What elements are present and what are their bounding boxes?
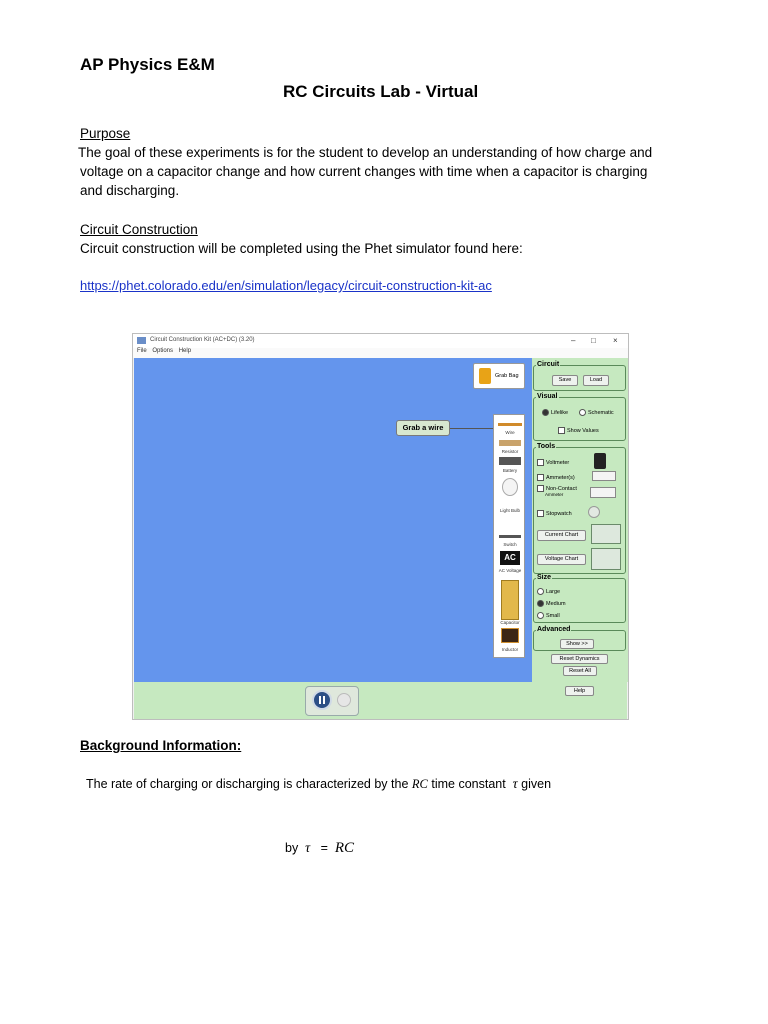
show-advanced-button[interactable]: Show >>: [560, 639, 594, 649]
tools-panel-title: Tools: [537, 443, 556, 450]
tooltip-pointer: [450, 428, 494, 429]
stopwatch-checkbox[interactable]: [537, 510, 544, 517]
size-panel-title: Size: [537, 574, 552, 581]
bottom-control-bar: [134, 682, 627, 719]
bag-icon: [479, 368, 491, 384]
lifelike-option[interactable]: [542, 409, 568, 416]
size-large-radio[interactable]: [537, 588, 544, 595]
minimize-icon[interactable]: –: [571, 336, 576, 345]
playback-controls: [305, 686, 359, 716]
size-large-option[interactable]: [537, 588, 560, 595]
construction-heading: Circuit Construction: [80, 222, 198, 237]
grab-wire-tooltip: Grab a wire: [396, 420, 450, 436]
window-titlebar: [133, 334, 628, 348]
noncontact-ammeter-icon: [590, 487, 616, 498]
toolbox-label-capacitor: Capacitor: [500, 620, 520, 625]
advanced-panel-title: Advanced: [537, 626, 571, 633]
size-small-option[interactable]: [537, 612, 560, 619]
light-bulb-icon[interactable]: [502, 478, 518, 496]
formula-tau: τ: [305, 841, 311, 856]
page-title: RC Circuits Lab - Virtual: [283, 82, 479, 101]
app-icon: [137, 337, 146, 344]
stopwatch-icon: [588, 506, 600, 518]
switch-icon[interactable]: [499, 523, 521, 538]
toolbox-label-switch: Switch: [503, 542, 517, 547]
formula-rc: RC: [334, 840, 355, 856]
voltmeter-option[interactable]: [537, 459, 569, 466]
size-medium-option[interactable]: [537, 600, 566, 607]
stopwatch-label: Stopwatch: [546, 510, 572, 517]
phet-link[interactable]: https://phet.colorado.edu/en/simulation/legacy/circuit-construction-kit-ac: [80, 278, 492, 293]
purpose-line-2: voltage on a capacitor change and how current changes with time when a capacitor is charging: [80, 164, 648, 179]
size-medium-radio[interactable]: [537, 600, 544, 607]
voltage-chart-button[interactable]: Voltage Chart: [537, 554, 586, 565]
size-small-radio[interactable]: [537, 612, 544, 619]
current-chart-icon: [591, 524, 621, 544]
show-values-label: Show Values: [567, 427, 599, 434]
construction-text: Circuit construction will be completed using the Phet simulator found here:: [80, 241, 523, 256]
circuit-canvas[interactable]: [134, 358, 532, 682]
menu-bar: [133, 348, 628, 358]
battery-icon[interactable]: [499, 457, 521, 465]
purpose-line-3: and discharging.: [80, 183, 180, 198]
stopwatch-option[interactable]: [537, 510, 572, 517]
wire-icon[interactable]: [498, 423, 522, 426]
menu-file[interactable]: File: [137, 348, 147, 354]
toolbox-label-inductor: Inductor: [501, 647, 519, 652]
reset-all-button[interactable]: Reset All: [563, 666, 597, 676]
grab-bag-label: Grab Bag: [495, 373, 519, 379]
toolbox-label-wire: Wire: [505, 430, 515, 435]
toolbox-label-battery: Battery: [502, 468, 518, 473]
toolbox-label-ac-voltage: AC Voltage: [498, 568, 522, 573]
ammeter-label: Ammeter(s): [546, 474, 575, 481]
voltmeter-icon: [594, 453, 606, 469]
sentence-after: given: [521, 777, 552, 791]
menu-help[interactable]: Help: [178, 348, 192, 354]
maximize-icon[interactable]: □: [591, 336, 596, 345]
noncontact-label: Non-Contact: [546, 485, 577, 492]
window-title: Circuit Construction Kit (AC+DC) (3.20): [150, 337, 255, 343]
background-sentence: [86, 775, 551, 794]
pause-icon: [319, 696, 321, 704]
step-button[interactable]: [337, 693, 351, 707]
formula-by: by: [285, 841, 299, 855]
size-panel: [533, 574, 626, 623]
close-icon[interactable]: ×: [613, 336, 618, 345]
circuit-panel: [533, 361, 626, 391]
show-values-option[interactable]: [558, 427, 599, 434]
sentence-mid: time constant: [431, 777, 506, 791]
size-medium-label: Medium: [546, 600, 566, 607]
capacitor-icon[interactable]: [501, 580, 519, 620]
show-values-checkbox[interactable]: [558, 427, 565, 434]
rc-inline: RC: [411, 777, 428, 791]
ammeter-option[interactable]: [537, 474, 575, 481]
lifelike-radio[interactable]: [542, 409, 549, 416]
lifelike-label: Lifelike: [551, 409, 569, 416]
voltmeter-label: Voltmeter: [546, 459, 570, 466]
resistor-icon[interactable]: [499, 440, 521, 446]
course-title: AP Physics E&M: [80, 55, 215, 74]
size-small-label: Small: [546, 612, 560, 619]
ac-voltage-icon[interactable]: AC: [500, 551, 520, 565]
menu-options[interactable]: Options: [152, 348, 174, 354]
inductor-icon[interactable]: [501, 628, 519, 643]
noncontact-option[interactable]: [537, 485, 577, 492]
advanced-panel: [533, 626, 626, 651]
schematic-radio[interactable]: [579, 409, 586, 416]
size-large-label: Large: [546, 588, 561, 595]
sentence-before: The rate of charging or discharging is characterized by the: [86, 777, 409, 791]
visual-panel-title: Visual: [537, 393, 558, 400]
grab-bag-button[interactable]: [473, 363, 525, 389]
noncontact-label-2: Ammeter: [545, 492, 564, 497]
component-toolbox: [493, 414, 525, 658]
purpose-heading: Purpose: [80, 126, 131, 141]
schematic-label: Schematic: [588, 409, 614, 416]
current-chart-button[interactable]: Current Chart: [537, 530, 586, 541]
schematic-option[interactable]: [579, 409, 614, 416]
visual-panel: [533, 393, 626, 441]
voltage-chart-icon: [591, 548, 621, 570]
tau-symbol: τ: [512, 777, 518, 792]
pause-button[interactable]: [312, 690, 332, 710]
tools-panel: [533, 443, 626, 574]
voltmeter-checkbox[interactable]: [537, 459, 544, 466]
circuit-panel-title: Circuit: [537, 361, 560, 368]
toolbox-label-light-bulb: Light Bulb: [499, 508, 520, 513]
reset-dynamics-button[interactable]: Reset Dynamics: [551, 654, 608, 664]
formula-line: [285, 839, 354, 858]
noncontact-checkbox[interactable]: [537, 485, 544, 492]
load-button[interactable]: Load: [583, 375, 609, 386]
ammeter-checkbox[interactable]: [537, 474, 544, 481]
save-button[interactable]: Save: [552, 375, 578, 386]
toolbox-label-resistor: Resistor: [501, 449, 519, 454]
help-button[interactable]: Help: [565, 686, 594, 696]
ammeter-icon: [592, 471, 616, 481]
purpose-line-1: The goal of these experiments is for the student to develop an understanding of how charge and: [78, 145, 653, 160]
formula-equals: =: [320, 841, 328, 855]
background-heading: Background Information:: [80, 738, 242, 753]
